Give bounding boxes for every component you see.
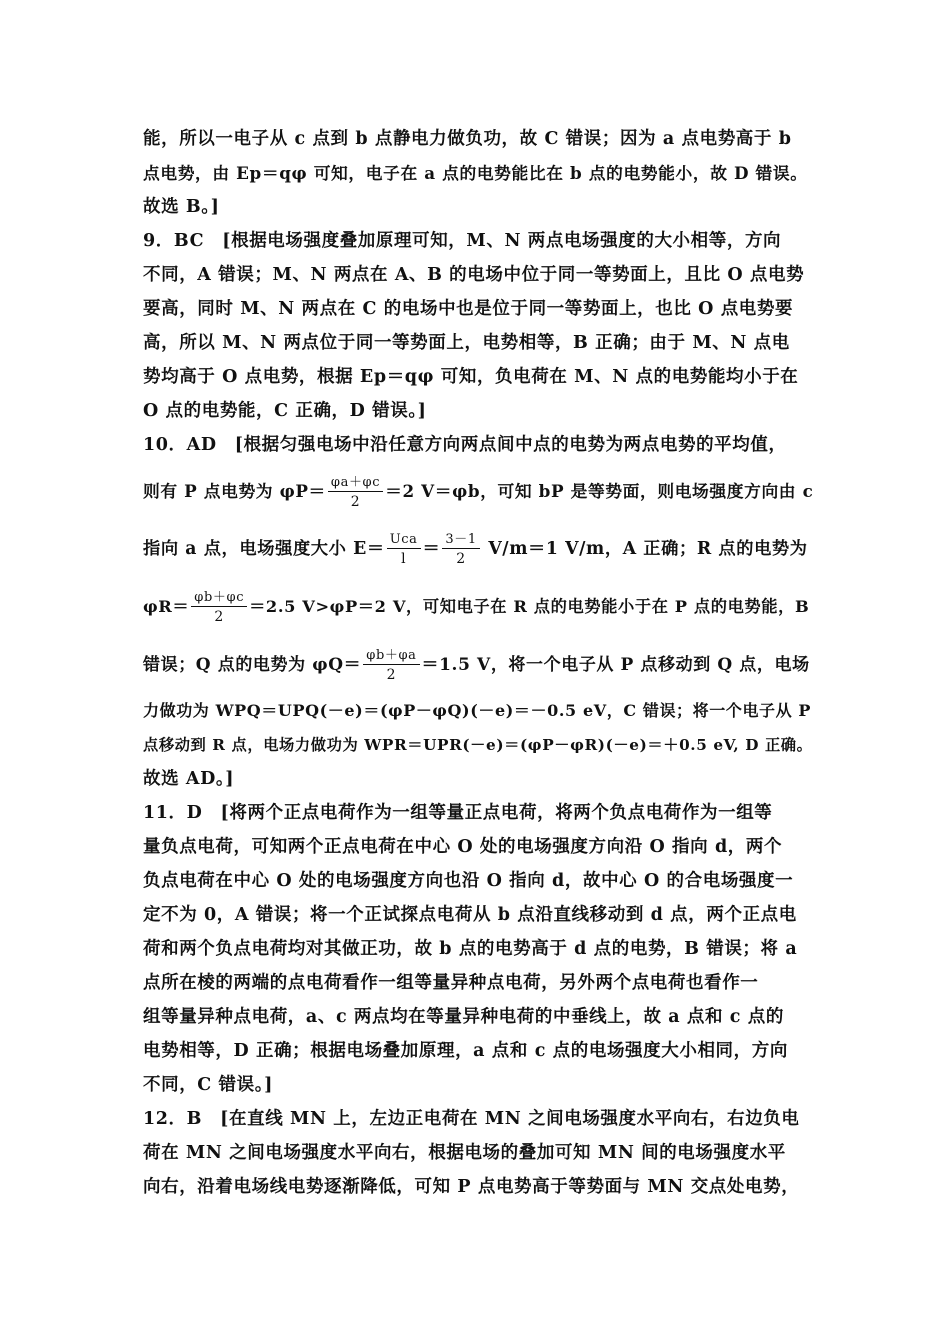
- answer-9-line: 9．BC [根据电场强度叠加原理可知，M、N 两点电场强度的大小相等，方向: [143, 231, 782, 251]
- text-line: 能，所以一电子从 c 点到 b 点静电力做负功，故 C 错误；因为 a 点电势高于 b: [143, 129, 792, 149]
- text-line: 电势相等，D 正确；根据电场叠加原理，a 点和 c 点的电场强度大小相同，方向: [143, 1041, 788, 1061]
- text-line: 荷在 MN 之间电场强度水平向右，根据电场的叠加可知 MN 间的电场强度水平: [143, 1143, 786, 1163]
- fraction: $\frac{\varphi b+\varphi a}{2}$: [363, 649, 419, 682]
- text-line: 不同，C 错误。]: [143, 1075, 273, 1095]
- answer-11-line: 11．D [将两个正点电荷作为一组等量正点电荷，将两个负点电荷作为一组等: [143, 803, 773, 823]
- formula-line: 错误；Q 点的电势为 φQ＝ $\frac{\varphi b+\varphi a}{2}$ ＝1.5 V，将一个电子从 P 点移动到 Q 点，电场: [143, 648, 810, 683]
- text-line: 故选 AD。]: [143, 769, 235, 789]
- text-line: O 点的电势能，C 正确，D 错误。]: [143, 401, 427, 421]
- text-line: 荷和两个负点电荷均对其做正功，故 b 点的电势高于 d 点的电势，B 错误；将 a: [143, 939, 798, 959]
- answer-page: [143, 122, 813, 1204]
- fraction: $\frac{\varphi b+\varphi c}{2}$: [191, 591, 247, 624]
- fraction: $\frac{\text{Uca}}{l}$: [387, 533, 421, 566]
- fraction: $\frac{3-1}{2}$: [442, 533, 479, 566]
- text-line: 向右，沿着电场线电势逐渐降低，可知 P 点电势高于等势面与 MN 交点处电势，: [143, 1177, 800, 1197]
- text-line: 力做功为 WPQ＝UPQ(－e)＝(φP－φQ)(－e)＝－0.5 eV，C 错误；将一个电子从 P: [143, 701, 812, 720]
- text-line: 点所在棱的两端的点电荷看作一组等量异种点电荷，另外两个点电荷也看作一: [143, 973, 759, 993]
- text-line: 故选 B。]: [143, 197, 220, 217]
- text-line: 高，所以 M、N 两点位于同一等势面上，电势相等，B 正确；由于 M、N 点电: [143, 333, 790, 353]
- text-line: 组等量异种点电荷，a、c 两点均在等量异种电荷的中垂线上，故 a 点和 c 点的: [143, 1007, 784, 1027]
- text-line: 不同，A 错误；M、N 两点在 A、B 的电场中位于同一等势面上，且比 O 点电势: [143, 265, 805, 285]
- text-line: 量负点电荷，可知两个正点电荷在中心 O 处的电场强度方向沿 O 指向 d，两个: [143, 837, 783, 857]
- text-line: 势均高于 O 点电势，根据 Ep＝qφ 可知，负电荷在 M、N 点的电势能均小于在: [143, 367, 799, 387]
- answer-10-line: 10．AD [根据匀强电场中沿任意方向两点间中点的电势为两点电势的平均值，: [143, 435, 787, 455]
- formula-line: 则有 P 点电势为 φP＝ $\frac{\varphi a+\varphi c}{2}$ ＝2 V＝φb，可知 bP 是等势面，则电场强度方向由 c: [143, 475, 814, 510]
- text-line: 点移动到 R 点，电场力做功为 WPR＝UPR(－e)＝(φP－φR)(－e)＝＋0.5 eV, D 正确。: [143, 736, 813, 754]
- text-line: 负点电荷在中心 O 处的电场强度方向也沿 O 指向 d，故中心 O 的合电场强度一: [143, 871, 794, 891]
- answer-12-line: 12．B [在直线 MN 上，左边正电荷在 MN 之间电场强度水平向右，右边负电: [143, 1109, 800, 1129]
- fraction: $\frac{\varphi a+\varphi c}{2}$: [328, 476, 383, 509]
- text-line: 定不为 0，A 错误；将一个正试探点电荷从 b 点沿直线移动到 d 点，两个正点电: [143, 905, 797, 925]
- text-line: 点电势，由 Ep＝qφ 可知，电子在 a 点的电势能比在 b 点的电势能小，故 D 错误。: [143, 163, 808, 183]
- text-line: 要高，同时 M、N 两点在 C 的电场中也是位于同一等势面上，也比 O 点电势要: [143, 299, 794, 319]
- formula-line: 指向 a 点，电场强度大小 E＝ $\frac{\text{Uca}}{l}$ ＝ $\frac{3-1}{2}$ V/m＝1 V/m，A 正确；R 点的电势为: [143, 532, 808, 567]
- formula-line: φR＝ $\frac{\varphi b+\varphi c}{2}$ ＝2.5 V>φP＝2 V，可知电子在 R 点的电势能小于在 P 点的电势能，B: [143, 590, 810, 625]
